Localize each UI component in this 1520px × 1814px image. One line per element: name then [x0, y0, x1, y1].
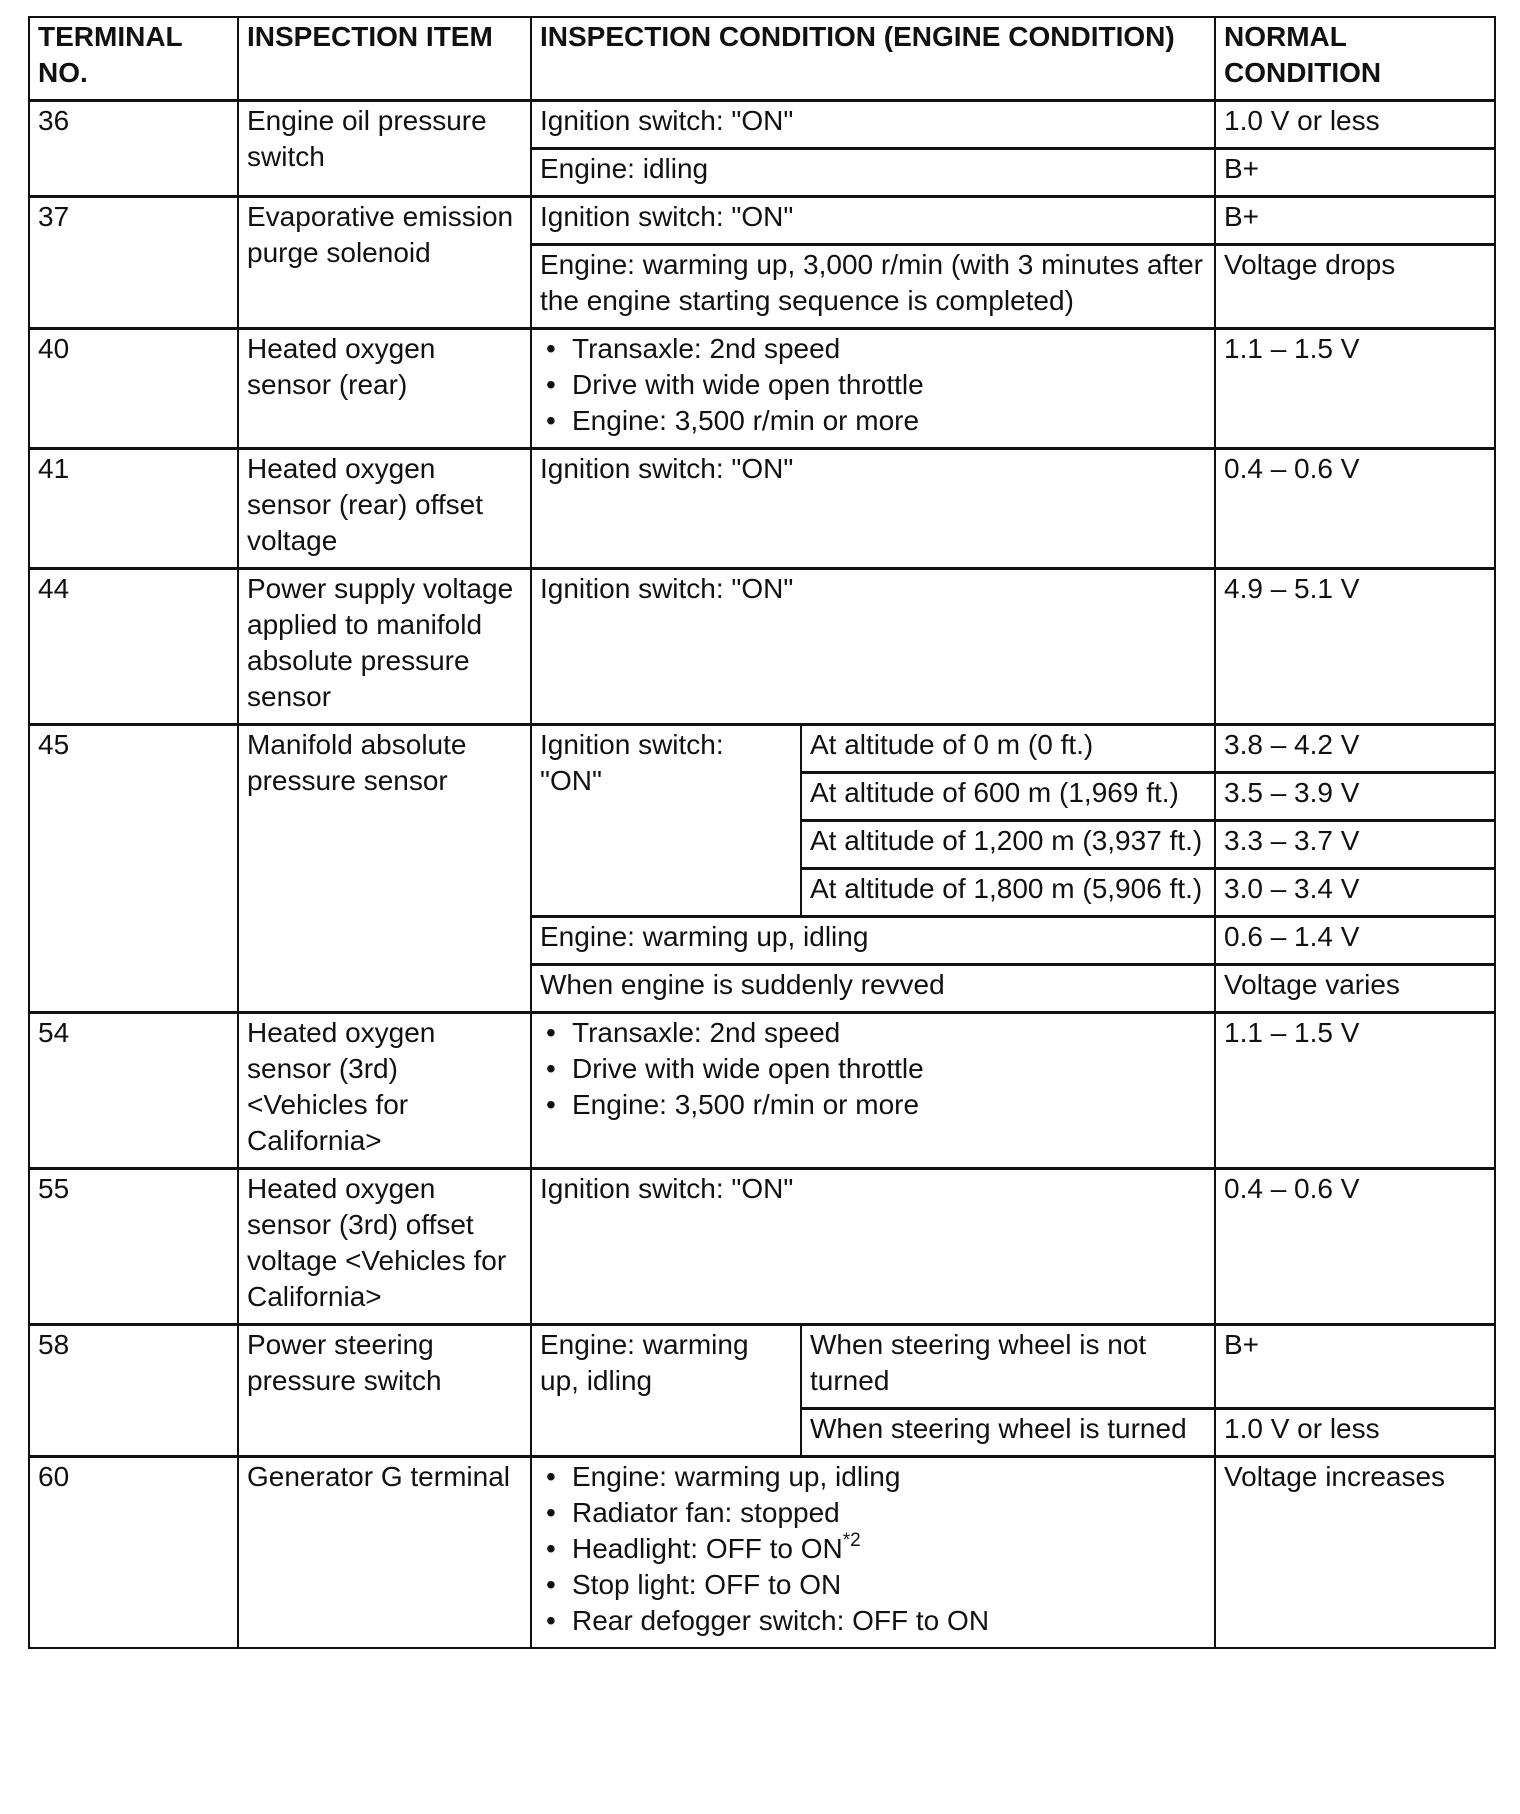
table-row — [29, 1169, 1495, 1325]
row-group-terminal-58 — [29, 1325, 1495, 1457]
inspection-item-cell: Power supply voltage applied to manifold absolute pressure sensor — [238, 569, 531, 725]
header-normal-condition: NORMAL CONDITION — [1215, 17, 1495, 101]
condition-bullet-item: • Engine: 3,500 r/min or more — [572, 403, 1206, 439]
inspection-item-cell: Evaporative emission purge solenoid — [238, 197, 531, 329]
table-row — [29, 569, 1495, 725]
inspection-item-cell: Manifold absolute pressure sensor — [238, 725, 531, 1013]
table-row — [29, 1325, 1495, 1409]
normal-condition-cell: 3.3 – 3.7 V — [1215, 821, 1495, 869]
normal-condition-cell: B+ — [1215, 149, 1495, 197]
table-row — [29, 1457, 1495, 1649]
inspection-condition-cell: Engine: idling — [531, 149, 1215, 197]
bullet-text: Headlight: OFF to ON — [572, 1533, 843, 1564]
header-inspection-item: INSPECTION ITEM — [238, 17, 531, 101]
normal-condition-cell: 0.4 – 0.6 V — [1215, 1169, 1495, 1325]
normal-condition-cell: 1.0 V or less — [1215, 101, 1495, 149]
row-group-terminal-55 — [29, 1169, 1495, 1325]
condition-bullet-item — [572, 1531, 1206, 1567]
normal-condition-cell: 3.5 – 3.9 V — [1215, 773, 1495, 821]
normal-condition-cell: 1.0 V or less — [1215, 1409, 1495, 1457]
inspection-condition-cell: Ignition switch: "ON" — [531, 449, 1215, 569]
terminal-no-cell: 54 — [29, 1013, 238, 1169]
normal-condition-cell: 4.9 – 5.1 V — [1215, 569, 1495, 725]
inspection-item-cell: Power steering pressure switch — [238, 1325, 531, 1457]
inspection-condition-cell — [531, 329, 1215, 449]
row-group-terminal-45 — [29, 725, 1495, 1013]
inspection-item-cell: Heated oxygen sensor (3rd) <Vehicles for California> — [238, 1013, 531, 1169]
normal-condition-cell: 3.0 – 3.4 V — [1215, 869, 1495, 917]
condition-bullet-list — [540, 1015, 1206, 1123]
inspection-condition-cell: Engine: warming up, 3,000 r/min (with 3 minutes after the engine starting sequence is completed) — [531, 245, 1215, 329]
inspection-condition-cell: When engine is suddenly revved — [531, 965, 1215, 1013]
normal-condition-cell: B+ — [1215, 1325, 1495, 1409]
condition-bullet-item: • Stop light: OFF to ON — [572, 1567, 1206, 1603]
row-group-terminal-44 — [29, 569, 1495, 725]
table-row — [29, 329, 1495, 449]
sub-condition-cell: When steering wheel is not turned — [801, 1325, 1215, 1409]
table-row — [29, 1013, 1495, 1169]
condition-bullet-item: • Drive with wide open throttle — [572, 367, 1206, 403]
normal-condition-cell: 0.6 – 1.4 V — [1215, 917, 1495, 965]
condition-bullet-item: • Rear defogger switch: OFF to ON — [572, 1603, 1206, 1639]
sub-condition-cell: At altitude of 1,200 m (3,937 ft.) — [801, 821, 1215, 869]
terminal-no-cell: 58 — [29, 1325, 238, 1457]
inspection-condition-cell: Ignition switch: "ON" — [531, 1169, 1215, 1325]
row-group-terminal-37 — [29, 197, 1495, 329]
sub-condition-cell: At altitude of 1,800 m (5,906 ft.) — [801, 869, 1215, 917]
inspection-item-cell: Heated oxygen sensor (3rd) offset voltage <Vehicles for California> — [238, 1169, 531, 1325]
header-row — [29, 17, 1495, 101]
condition-bullet-item: • Engine: warming up, idling — [572, 1459, 1206, 1495]
terminal-no-cell: 40 — [29, 329, 238, 449]
normal-condition-cell: 1.1 – 1.5 V — [1215, 1013, 1495, 1169]
normal-condition-cell: 0.4 – 0.6 V — [1215, 449, 1495, 569]
condition-bullet-item: • Radiator fan: stopped — [572, 1495, 1206, 1531]
row-group-terminal-54 — [29, 1013, 1495, 1169]
row-group-terminal-40 — [29, 329, 1495, 449]
row-group-terminal-36 — [29, 101, 1495, 197]
normal-condition-cell: Voltage drops — [1215, 245, 1495, 329]
terminal-no-cell: 45 — [29, 725, 238, 1013]
inspection-item-cell: Heated oxygen sensor (rear) offset voltage — [238, 449, 531, 569]
normal-condition-cell: Voltage varies — [1215, 965, 1495, 1013]
row-group-terminal-60 — [29, 1457, 1495, 1649]
sub-condition-cell: At altitude of 0 m (0 ft.) — [801, 725, 1215, 773]
inspection-condition-cell — [531, 1013, 1215, 1169]
terminal-inspection-table — [28, 16, 1496, 1649]
condition-bullet-list — [540, 1459, 1206, 1639]
normal-condition-cell: 1.1 – 1.5 V — [1215, 329, 1495, 449]
condition-bullet-list — [540, 331, 1206, 439]
condition-bullet-item: • Engine: 3,500 r/min or more — [572, 1087, 1206, 1123]
table-row — [29, 101, 1495, 149]
inspection-condition-cell — [531, 1457, 1215, 1649]
inspection-item-cell: Generator G terminal — [238, 1457, 531, 1649]
condition-bullet-item: • Transaxle: 2nd speed — [572, 1015, 1206, 1051]
table-row — [29, 449, 1495, 569]
normal-condition-cell: Voltage increases — [1215, 1457, 1495, 1649]
table-row — [29, 725, 1495, 773]
terminal-no-cell: 37 — [29, 197, 238, 329]
normal-condition-cell: 3.8 – 4.2 V — [1215, 725, 1495, 773]
terminal-no-cell: 41 — [29, 449, 238, 569]
inspection-item-cell: Heated oxygen sensor (rear) — [238, 329, 531, 449]
header-inspection-condition: INSPECTION CONDITION (ENGINE CONDITION) — [531, 17, 1215, 101]
terminal-no-cell: 60 — [29, 1457, 238, 1649]
inspection-condition-cell: Ignition switch: "ON" — [531, 725, 801, 917]
footnote-marker: *2 — [842, 1530, 861, 1551]
inspection-condition-cell: Ignition switch: "ON" — [531, 101, 1215, 149]
condition-bullet-item: • Drive with wide open throttle — [572, 1051, 1206, 1087]
terminal-no-cell: 55 — [29, 1169, 238, 1325]
sub-condition-cell: At altitude of 600 m (1,969 ft.) — [801, 773, 1215, 821]
terminal-no-cell: 44 — [29, 569, 238, 725]
inspection-condition-cell: Engine: warming up, idling — [531, 917, 1215, 965]
normal-condition-cell: B+ — [1215, 197, 1495, 245]
table-row — [29, 197, 1495, 245]
sub-condition-cell: When steering wheel is turned — [801, 1409, 1215, 1457]
terminal-no-cell: 36 — [29, 101, 238, 197]
inspection-condition-cell: Ignition switch: "ON" — [531, 569, 1215, 725]
condition-bullet-item: • Transaxle: 2nd speed — [572, 331, 1206, 367]
header-terminal-no: TERMINAL NO. — [29, 17, 238, 101]
inspection-condition-cell: Ignition switch: "ON" — [531, 197, 1215, 245]
inspection-item-cell: Engine oil pressure switch — [238, 101, 531, 197]
row-group-terminal-41 — [29, 449, 1495, 569]
inspection-condition-cell: Engine: warming up, idling — [531, 1325, 801, 1457]
